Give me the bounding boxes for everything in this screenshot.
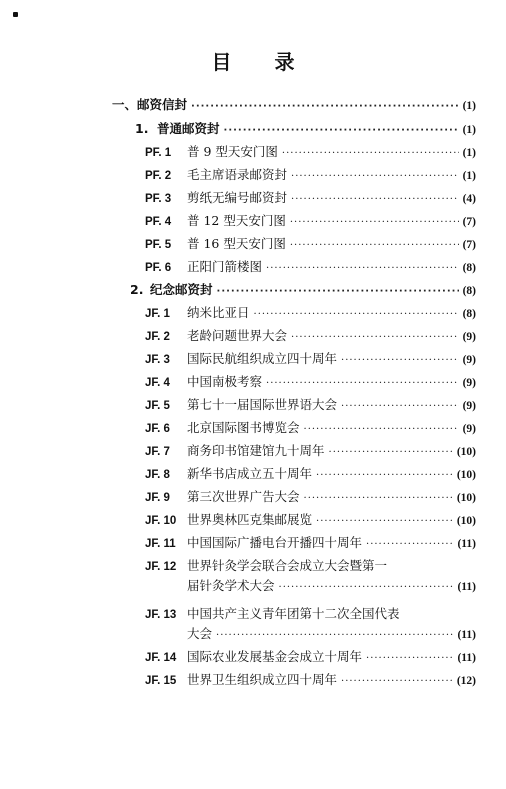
dot-leader	[266, 376, 459, 392]
section-number: 一、	[112, 97, 138, 112]
entry-code: JF. 9	[145, 492, 170, 504]
dot-leader	[191, 99, 459, 115]
toc-entry[interactable]	[145, 374, 476, 392]
entry-label: 剪纸无编号邮资封	[187, 190, 288, 205]
entry-code: PF. 6	[145, 262, 172, 274]
entry-code: JF. 13	[145, 609, 177, 621]
dot-leader	[316, 514, 453, 530]
subsection-number: 1.	[135, 121, 149, 136]
entry-label-continued: 届针灸学术大会	[187, 578, 275, 593]
dot-leader	[291, 192, 459, 208]
entry-code: JF. 10	[145, 515, 177, 527]
entry-label: 国际农业发展基金会成立十周年	[187, 649, 363, 664]
page-number: (10)	[456, 492, 476, 504]
toc-entry[interactable]	[145, 466, 476, 484]
dot-leader	[254, 307, 459, 323]
dot-leader	[341, 399, 459, 415]
toc-entry[interactable]	[145, 420, 476, 438]
entry-label: 中国国际广播电台开播四十周年	[187, 535, 363, 550]
toc-entry[interactable]	[145, 489, 476, 507]
toc-subsection-heading[interactable]	[135, 121, 476, 139]
page-number: (10)	[456, 515, 476, 527]
entry-label: 国际民航组织成立四十周年	[187, 351, 338, 366]
entry-label: 新华书店成立五十周年	[187, 466, 313, 481]
page-number: (1)	[462, 170, 476, 182]
entry-code: JF. 6	[145, 423, 170, 435]
page-number: (1)	[462, 147, 476, 159]
subsection-label: 普通邮资封	[157, 121, 220, 136]
entry-label: 世界针灸学会联合会成立大会暨第一	[187, 558, 388, 573]
toc-entry[interactable]	[145, 213, 476, 231]
entry-code: JF. 2	[145, 331, 170, 343]
toc-subsection-heading[interactable]	[130, 282, 476, 300]
dot-leader	[341, 674, 453, 690]
page-number: (9)	[462, 400, 476, 412]
toc-entry[interactable]	[145, 259, 476, 277]
scan-smudge	[316, 762, 356, 770]
page-number: (9)	[462, 354, 476, 366]
toc-entry[interactable]	[145, 236, 476, 254]
page-number: (9)	[462, 377, 476, 389]
dot-leader	[279, 580, 454, 596]
entry-code: JF. 1	[145, 308, 170, 320]
entry-label: 商务印书馆建馆九十周年	[187, 443, 325, 458]
entry-label: 世界卫生组织成立四十周年	[187, 672, 338, 687]
entry-label-continued: 大会	[187, 626, 213, 641]
entry-code: PF. 1	[145, 147, 172, 159]
toc-entry[interactable]	[145, 167, 476, 185]
toc-entry[interactable]	[145, 649, 476, 667]
page-number: (8)	[462, 308, 476, 320]
toc-entry-continuation[interactable]	[187, 626, 476, 644]
entry-label: 普 16 型天安门图	[187, 236, 286, 251]
page-number: (11)	[457, 538, 476, 550]
entry-code: JF. 14	[145, 652, 177, 664]
page-title: 目 录	[211, 50, 313, 74]
toc-entry[interactable]	[145, 443, 476, 461]
dot-leader	[329, 445, 453, 461]
entry-code: JF. 4	[145, 377, 170, 389]
toc-entry[interactable]	[145, 328, 476, 346]
entry-label: 第七十一届国际世界语大会	[187, 397, 338, 412]
page-number: (11)	[457, 629, 476, 641]
page-number: (1)	[462, 100, 476, 112]
entry-label: 中国南极考察	[187, 374, 263, 389]
subsection-label: 纪念邮资封	[150, 282, 213, 297]
section-label: 邮资信封	[137, 97, 188, 112]
page-number: (9)	[462, 331, 476, 343]
toc-entry[interactable]	[145, 606, 476, 623]
entry-label: 正阳门箭楼图	[187, 259, 263, 274]
toc-entry[interactable]	[145, 190, 476, 208]
page-number: (10)	[456, 446, 476, 458]
toc-entry[interactable]	[145, 305, 476, 323]
page-number: (8)	[462, 285, 476, 297]
dot-leader	[224, 123, 459, 139]
dot-leader	[216, 628, 453, 644]
entry-label: 北京国际图书博览会	[187, 420, 300, 435]
page-number: (7)	[462, 216, 476, 228]
toc-entry[interactable]	[145, 351, 476, 369]
entry-label: 普 9 型天安门图	[187, 144, 278, 159]
toc-entry[interactable]	[145, 144, 476, 162]
dot-leader	[291, 169, 459, 185]
dot-leader	[304, 422, 459, 438]
entry-label: 毛主席语录邮资封	[187, 167, 288, 182]
toc-entry[interactable]	[145, 672, 476, 690]
dot-leader	[366, 537, 453, 553]
entry-code: JF. 7	[145, 446, 170, 458]
subsection-number: 2.	[130, 282, 144, 297]
entry-code: PF. 2	[145, 170, 172, 182]
page-number: (8)	[462, 262, 476, 274]
entry-code: JF. 8	[145, 469, 170, 481]
entry-label: 中国共产主义青年团第十二次全国代表	[187, 606, 400, 621]
page-number: (1)	[462, 124, 476, 136]
toc-entry[interactable]	[145, 558, 476, 575]
page-number: (10)	[456, 469, 476, 481]
dot-leader	[341, 353, 459, 369]
dot-leader	[316, 468, 453, 484]
entry-code: PF. 4	[145, 216, 172, 228]
entry-label: 老龄问题世界大会	[187, 328, 288, 343]
entry-label: 第三次世界广告大会	[187, 489, 300, 504]
dot-leader	[282, 146, 459, 162]
entry-label: 普 12 型天安门图	[187, 213, 286, 228]
entry-code: JF. 12	[145, 561, 177, 573]
entry-code: JF. 5	[145, 400, 170, 412]
toc-section-heading[interactable]	[112, 97, 476, 115]
toc-entry[interactable]	[145, 512, 476, 530]
dot-leader	[304, 491, 453, 507]
page-number: (4)	[462, 193, 476, 205]
dot-leader	[217, 284, 459, 300]
toc-entry-continuation[interactable]	[187, 578, 476, 596]
entry-code: JF. 11	[145, 538, 176, 550]
page-number: (7)	[462, 239, 476, 251]
dot-leader	[291, 330, 459, 346]
entry-label: 世界奥林匹克集邮展览	[187, 512, 313, 527]
entry-code: JF. 3	[145, 354, 170, 366]
page-number: (11)	[457, 581, 476, 593]
entry-code: JF. 15	[145, 675, 177, 687]
page-number: (12)	[456, 675, 476, 687]
toc-entry[interactable]	[145, 397, 476, 415]
dot-leader	[266, 261, 459, 277]
entry-code: PF. 5	[145, 239, 172, 251]
dot-leader	[290, 238, 459, 254]
page-number: (9)	[462, 423, 476, 435]
dot-leader	[290, 215, 459, 231]
entry-label: 纳米比亚日	[187, 305, 250, 320]
entry-code: PF. 3	[145, 193, 172, 205]
dot-leader	[366, 651, 453, 667]
toc-entry[interactable]	[145, 535, 476, 553]
page-number: (11)	[457, 652, 476, 664]
